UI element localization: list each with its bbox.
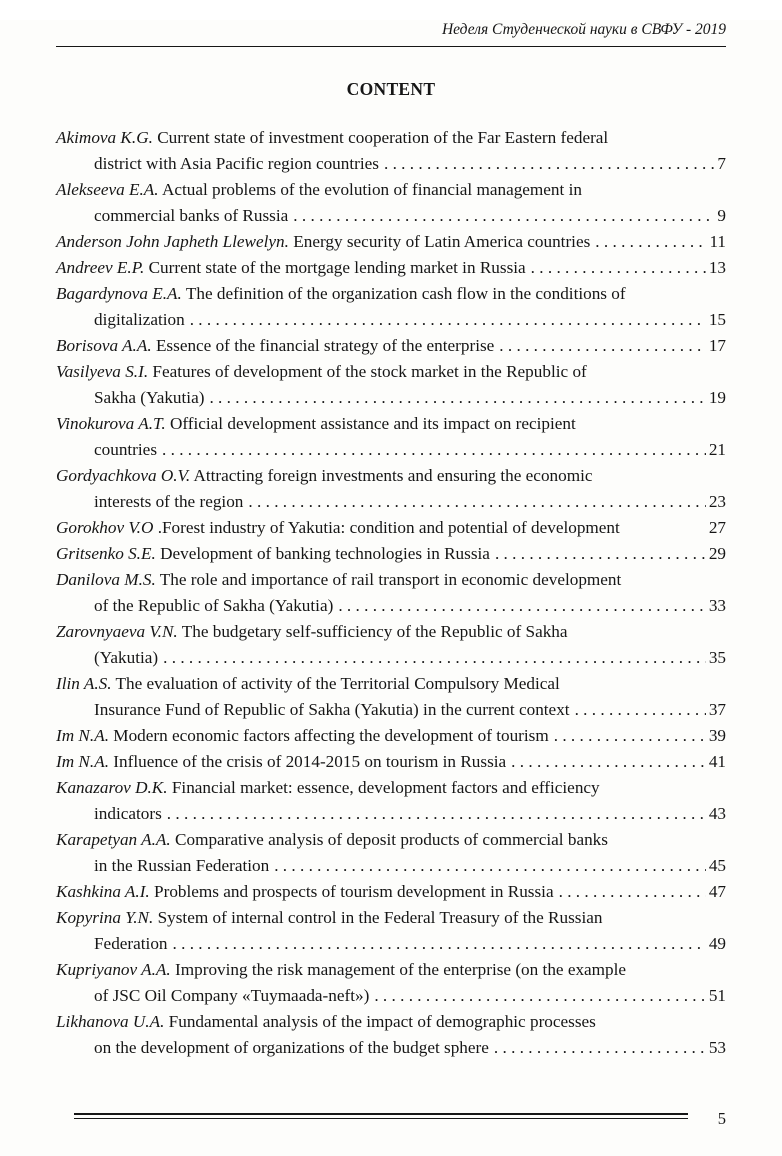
toc-entry-line xyxy=(56,229,726,255)
toc-entry xyxy=(56,229,726,255)
entry-author: Anderson John Japheth Llewelyn. xyxy=(56,232,289,251)
entry-text: Gorokhov V.O .Forest industry of Yakutia: condition and potential of development xyxy=(56,518,620,537)
entry-text: in the Russian Federation xyxy=(94,856,270,875)
document-page xyxy=(0,20,782,1128)
entry-page-number: 49 xyxy=(708,934,726,953)
entry-author: Zarovnyaeva V.N. xyxy=(56,622,178,641)
entry-page-number: 27 xyxy=(708,518,726,537)
toc-entry xyxy=(56,515,726,541)
entry-author: Gordyachkova O.V. xyxy=(56,466,191,485)
toc-entry-line xyxy=(56,645,726,671)
toc-entry xyxy=(56,749,726,775)
toc-entry xyxy=(56,957,726,1009)
dot-leader xyxy=(531,255,706,281)
toc-entry xyxy=(56,359,726,411)
entry-page-number: 43 xyxy=(708,804,726,823)
entry-text: of the Republic of Sakha (Yakutia) xyxy=(94,596,334,615)
toc-entry-line xyxy=(56,775,726,801)
entry-page-number: 23 xyxy=(708,492,726,511)
content-title: CONTENT xyxy=(346,79,436,99)
toc-entry-line xyxy=(56,307,726,333)
dot-leader xyxy=(162,437,706,463)
entry-text: Alekseeva E.A. Actual problems of the evolution of financial management in xyxy=(56,180,582,199)
toc-entry-line xyxy=(56,1035,726,1061)
toc-entry-line xyxy=(56,411,726,437)
dot-leader xyxy=(173,931,706,957)
toc-entry-line xyxy=(56,281,726,307)
entry-page-number: 33 xyxy=(708,596,726,615)
toc-entry-line xyxy=(56,385,726,411)
dot-leader xyxy=(190,307,706,333)
entry-text: countries xyxy=(94,440,158,459)
entry-author: Vinokurova A.T. xyxy=(56,414,166,433)
toc-entry-line xyxy=(56,541,726,567)
entry-author: Gorokhov V.O xyxy=(56,518,154,537)
entry-text: Im N.A. Influence of the crisis of 2014-2015 on tourism in Russia xyxy=(56,752,507,771)
entry-author: Kashkina A.I. xyxy=(56,882,150,901)
entry-text: of JSC Oil Company «Tuymaada-neft») xyxy=(94,986,370,1005)
toc-entry-line xyxy=(56,827,726,853)
toc-entry-line xyxy=(56,567,726,593)
entry-page-number: 15 xyxy=(708,310,726,329)
entry-text: interests of the region xyxy=(94,492,244,511)
entry-page-number: 53 xyxy=(708,1038,726,1057)
entry-text: Sakha (Yakutia) xyxy=(94,388,205,407)
toc-entry-line xyxy=(56,983,726,1009)
toc-entry xyxy=(56,567,726,619)
entry-page-number: 29 xyxy=(708,544,726,563)
toc-entry-line xyxy=(56,671,726,697)
toc-entry-line xyxy=(56,125,726,151)
entry-author: Alekseeva E.A. xyxy=(56,180,159,199)
entry-author: Kupriyanov A.A. xyxy=(56,960,171,979)
dot-leader xyxy=(495,541,706,567)
toc-entry xyxy=(56,723,726,749)
toc-entry-line xyxy=(56,437,726,463)
entry-page-number: 51 xyxy=(708,986,726,1005)
dot-leader xyxy=(167,801,706,827)
entry-text: Vinokurova A.T. Official development assistance and its impact on recipient xyxy=(56,414,576,433)
entry-author: Andreev E.P. xyxy=(56,258,145,277)
toc-entry xyxy=(56,541,726,567)
entry-author: Im N.A. xyxy=(56,726,109,745)
entry-page-number: 21 xyxy=(708,440,726,459)
entry-author: Karapetyan A.A. xyxy=(56,830,171,849)
entry-page-number: 45 xyxy=(708,856,726,875)
entry-page-number: 39 xyxy=(708,726,726,745)
entry-text: Kopyrina Y.N. System of internal control in the Federal Treasury of the Russian xyxy=(56,908,603,927)
toc-entry-line xyxy=(56,359,726,385)
dot-leader xyxy=(499,333,706,359)
dot-leader xyxy=(248,489,705,515)
entry-text: Borisova A.A. Essence of the financial strategy of the enterprise xyxy=(56,336,495,355)
entry-text: Danilova M.S. The role and importance of rail transport in economic development xyxy=(56,570,622,589)
entry-page-number: 37 xyxy=(708,700,726,719)
toc-entry xyxy=(56,125,726,177)
entry-author: Gritsenko S.E. xyxy=(56,544,156,563)
dot-leader xyxy=(595,229,706,255)
toc-entry-line xyxy=(56,203,726,229)
toc-entry-line xyxy=(56,593,726,619)
toc-entry xyxy=(56,905,726,957)
entry-text: Insurance Fund of Republic of Sakha (Yakutia) in the current context xyxy=(94,700,570,719)
dot-leader xyxy=(625,515,706,541)
dot-leader xyxy=(338,593,706,619)
entry-text: Kashkina A.I. Problems and prospects of tourism development in Russia xyxy=(56,882,554,901)
entry-text: indicators xyxy=(94,804,162,823)
running-header xyxy=(56,20,726,47)
entry-author: Ilin A.S. xyxy=(56,674,112,693)
entry-author: Kopyrina Y.N. xyxy=(56,908,154,927)
entry-text: digitalization xyxy=(94,310,185,329)
entry-text: district with Asia Pacific region countries xyxy=(94,154,379,173)
entry-text: Bagardynova E.A. The definition of the organization cash flow in the conditions of xyxy=(56,284,626,303)
toc-entry xyxy=(56,177,726,229)
toc-entry xyxy=(56,775,726,827)
entry-author: Kanazarov D.K. xyxy=(56,778,168,797)
entry-text: Anderson John Japheth Llewelyn. Energy security of Latin America countries xyxy=(56,232,591,251)
entry-text: Akimova K.G. Current state of investment cooperation of the Far Eastern federal xyxy=(56,128,609,147)
entry-author: Borisova A.A. xyxy=(56,336,152,355)
entry-text: on the development of organizations of the budget sphere xyxy=(94,1038,489,1057)
dot-leader xyxy=(494,1035,706,1061)
entry-text: Karapetyan A.A. Comparative analysis of deposit products of commercial banks xyxy=(56,830,608,849)
dot-leader xyxy=(293,203,714,229)
entry-page-number: 35 xyxy=(708,648,726,667)
toc-entry xyxy=(56,281,726,333)
toc-entry xyxy=(56,463,726,515)
entry-text: Kupriyanov A.A. Improving the risk management of the enterprise (on the example xyxy=(56,960,627,979)
toc-entry-line xyxy=(56,255,726,281)
entry-author: Akimova K.G. xyxy=(56,128,153,147)
dot-leader xyxy=(554,723,706,749)
toc-entry-line xyxy=(56,177,726,203)
dot-leader xyxy=(209,385,705,411)
entry-text: commercial banks of Russia xyxy=(94,206,289,225)
toc-entry-line xyxy=(56,905,726,931)
toc-entry-line xyxy=(56,619,726,645)
toc-entry xyxy=(56,333,726,359)
toc-entry xyxy=(56,1009,726,1061)
entry-text: Likhanova U.A. Fundamental analysis of the impact of demographic processes xyxy=(56,1012,596,1031)
entry-text: (Yakutia) xyxy=(94,648,159,667)
dot-leader xyxy=(575,697,706,723)
toc-entry xyxy=(56,619,726,671)
toc-entry xyxy=(56,879,726,905)
entry-author: Danilova M.S. xyxy=(56,570,156,589)
dot-leader xyxy=(163,645,706,671)
running-header-text: Неделя Студенческой науки в СВФУ - 2019 xyxy=(441,21,726,38)
footer-double-rule xyxy=(74,1113,688,1119)
entry-text: Andreev E.P. Current state of the mortgage lending market in Russia xyxy=(56,258,526,277)
entry-text: Federation xyxy=(94,934,168,953)
entry-text: Im N.A. Modern economic factors affecting the development of tourism xyxy=(56,726,549,745)
toc-entry-line xyxy=(56,931,726,957)
toc-entry-line xyxy=(56,853,726,879)
toc-list xyxy=(56,125,726,1061)
dot-leader xyxy=(374,983,706,1009)
toc-entry-line xyxy=(56,957,726,983)
entry-page-number: 17 xyxy=(708,336,726,355)
entry-page-number: 13 xyxy=(708,258,726,277)
dot-leader xyxy=(384,151,714,177)
toc-entry xyxy=(56,827,726,879)
toc-entry xyxy=(56,255,726,281)
toc-entry-line xyxy=(56,697,726,723)
page-footer xyxy=(56,1108,726,1130)
toc-entry-line xyxy=(56,489,726,515)
entry-page-number: 7 xyxy=(717,154,726,173)
toc-entry-line xyxy=(56,1009,726,1035)
dot-leader xyxy=(511,749,706,775)
dot-leader xyxy=(274,853,706,879)
entry-author: Bagardynova E.A. xyxy=(56,284,182,303)
toc-entry xyxy=(56,411,726,463)
toc-entry-line xyxy=(56,333,726,359)
entry-text: Gritsenko S.E. Development of banking technologies in Russia xyxy=(56,544,490,563)
entry-text: Gordyachkova O.V. Attracting foreign investments and ensuring the economic xyxy=(56,466,593,485)
toc-entry-line xyxy=(56,749,726,775)
entry-page-number: 9 xyxy=(717,206,726,225)
entry-author: Likhanova U.A. xyxy=(56,1012,165,1031)
dot-leader xyxy=(559,879,706,905)
toc-entry-line xyxy=(56,463,726,489)
toc-entry-line xyxy=(56,151,726,177)
entry-author: Vasilyeva S.I. xyxy=(56,362,149,381)
entry-author: Im N.A. xyxy=(56,752,109,771)
entry-page-number: 11 xyxy=(709,232,726,251)
entry-page-number: 41 xyxy=(708,752,726,771)
entry-page-number: 47 xyxy=(708,882,726,901)
entry-text: Kanazarov D.K. Financial market: essence, development factors and efficiency xyxy=(56,778,600,797)
toc-entry xyxy=(56,671,726,723)
entry-page-number: 19 xyxy=(708,388,726,407)
toc-entry-line xyxy=(56,801,726,827)
toc-entry-line xyxy=(56,723,726,749)
entry-text: Ilin A.S. The evaluation of activity of the Territorial Compulsory Medical xyxy=(56,674,560,693)
footer-page-number: 5 xyxy=(717,1109,726,1128)
toc-entry-line xyxy=(56,879,726,905)
entry-text: Vasilyeva S.I. Features of development of the stock market in the Republic of xyxy=(56,362,587,381)
toc-entry-line xyxy=(56,515,726,541)
entry-text: Zarovnyaeva V.N. The budgetary self-sufficiency of the Republic of Sakha xyxy=(56,622,568,641)
